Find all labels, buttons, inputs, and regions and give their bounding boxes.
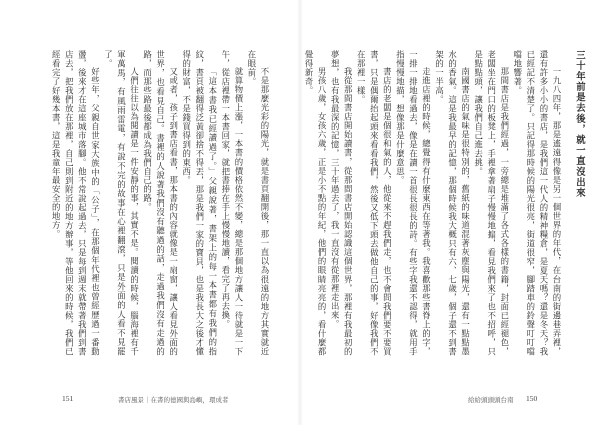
left-page-body [39, 50, 271, 356]
left-page-number: 151 [62, 394, 74, 403]
right-page-body [304, 50, 586, 356]
left-paragraph-3: 「這本書我已經讀過了。」父親說著，書架上的每一本書都有我們的指紋，書頁被翻得泛黃卻捨不得丟，那是我們一家的寶貝，也是我長大之後才懂得的財富，不是錢買得到的東西。 [181, 50, 218, 356]
left-running-head: 書店風景｜在書的德國與島嶼，環成者 [118, 396, 229, 404]
right-paragraph-3: 南國書店的氣味是很特別的，舊紙的味道混著灰塵與陽光，還有一點點墨水的香氣。這是我最早的記憶，那個時候我大概只有六、七歲，個子還不到書架的一半高。 [434, 50, 471, 356]
left-paragraph-2: 就算物價上漲，一本書的價格依然不變，總是那個地方讓人一待就是一下午，從店裡帶一本書回家，就把書捧在手上慢慢地讀，看完了再去換。 [220, 50, 244, 356]
right-paragraph-7: 男孩八歲，女孩六歲，正是小不點的年紀，他們的眼睛亮亮的，看什麼都覺得新奇。 [304, 50, 328, 356]
left-page [0, 0, 297, 425]
right-paragraph-6: 我從那間書店開始讀書，從那間書店開始認識這個世界，那裡有我最初的夢想，也有我最深的記憶，三十年過去了，我一直沒有從那裡走出來。 [330, 50, 354, 356]
right-paragraph-4: 走進店裡的時候，總覺得有什麼東西在等著我。我喜歡那些書脊上的字，一排一排地看過去，像是在讀一首很長很長的詩。有些字我還不認得，就用手指慢慢地描，想像那是什麼意思。 [395, 50, 432, 356]
right-running-head: 給給頭頭頭台南 [468, 396, 514, 404]
chapter-title: 三十年前是去後，就一直沒出來 [574, 50, 585, 199]
left-paragraph-5: 人們往往以為閱讀是一件安靜的事，其實不是。閱讀的時候，腦海裡有千軍萬馬，有風雨雷電，有說不完的故事在心裡翻滾，只是外面的人看不見罷了。 [103, 50, 140, 356]
left-paragraph-6: 好些年，父親自世家大族中的「公子」，在那個年代裡也曾經歷過一番動盪，後來才在這座城市落腳。他不常說起過去，只是每到週末就帶著我們到書店去，把我們放在那裡，自己則到附近的地方辦事，等他回來的時候，我們已經看完了好幾本書，這是我童年最安全的地方。 [51, 50, 101, 356]
right-page [303, 0, 600, 425]
right-paragraph-5: 書店的老闆是個很和氣的人，他從來不趕我們走，也不會問我們要不要買書，只是偶爾抬起頭來看看我們，然後又低下頭去做他自己的事，好像我們不在那裡一樣。 [356, 50, 393, 356]
right-page-number: 150 [526, 394, 538, 403]
left-paragraph-4: 又或者，孩子到書店看書，那本書的內容就像是一扇窗，讓人看見外面的世界，也看見自己。書裡的人說著我們沒有聽過的話，走過我們沒有走過的路，而那些路最後都成為我們自己的路。 [142, 50, 179, 356]
right-paragraph-1: 一九八四年，那是遙遠得像是另一個世界的年代，在台南的街邊巷弄裡，還有許多小小的書店，是我們這一代人的精神糧倉，是夏天嗎？還是冬天？我已經記不清楚了。只記得那時候的陽光很亮，街道很窄，腳踏車的鈴聲叮叮噹噹地響著。 [512, 50, 562, 356]
right-paragraph-2: 那間書店是我們經過，一旁總是堆滿了各式各樣的書籍，封面已經褪色，老闆坐在門口的板凳上，手裡拿著扇子慢慢地搧，看見我們來了也不招呼，只是點點頭，讓我們自己進去挑。 [473, 50, 510, 356]
left-paragraph-1: 不是那麼光彩的陽光，就是書頁翻開後，那一直以為很遠的地方其實就近在眼前。 [246, 50, 270, 356]
